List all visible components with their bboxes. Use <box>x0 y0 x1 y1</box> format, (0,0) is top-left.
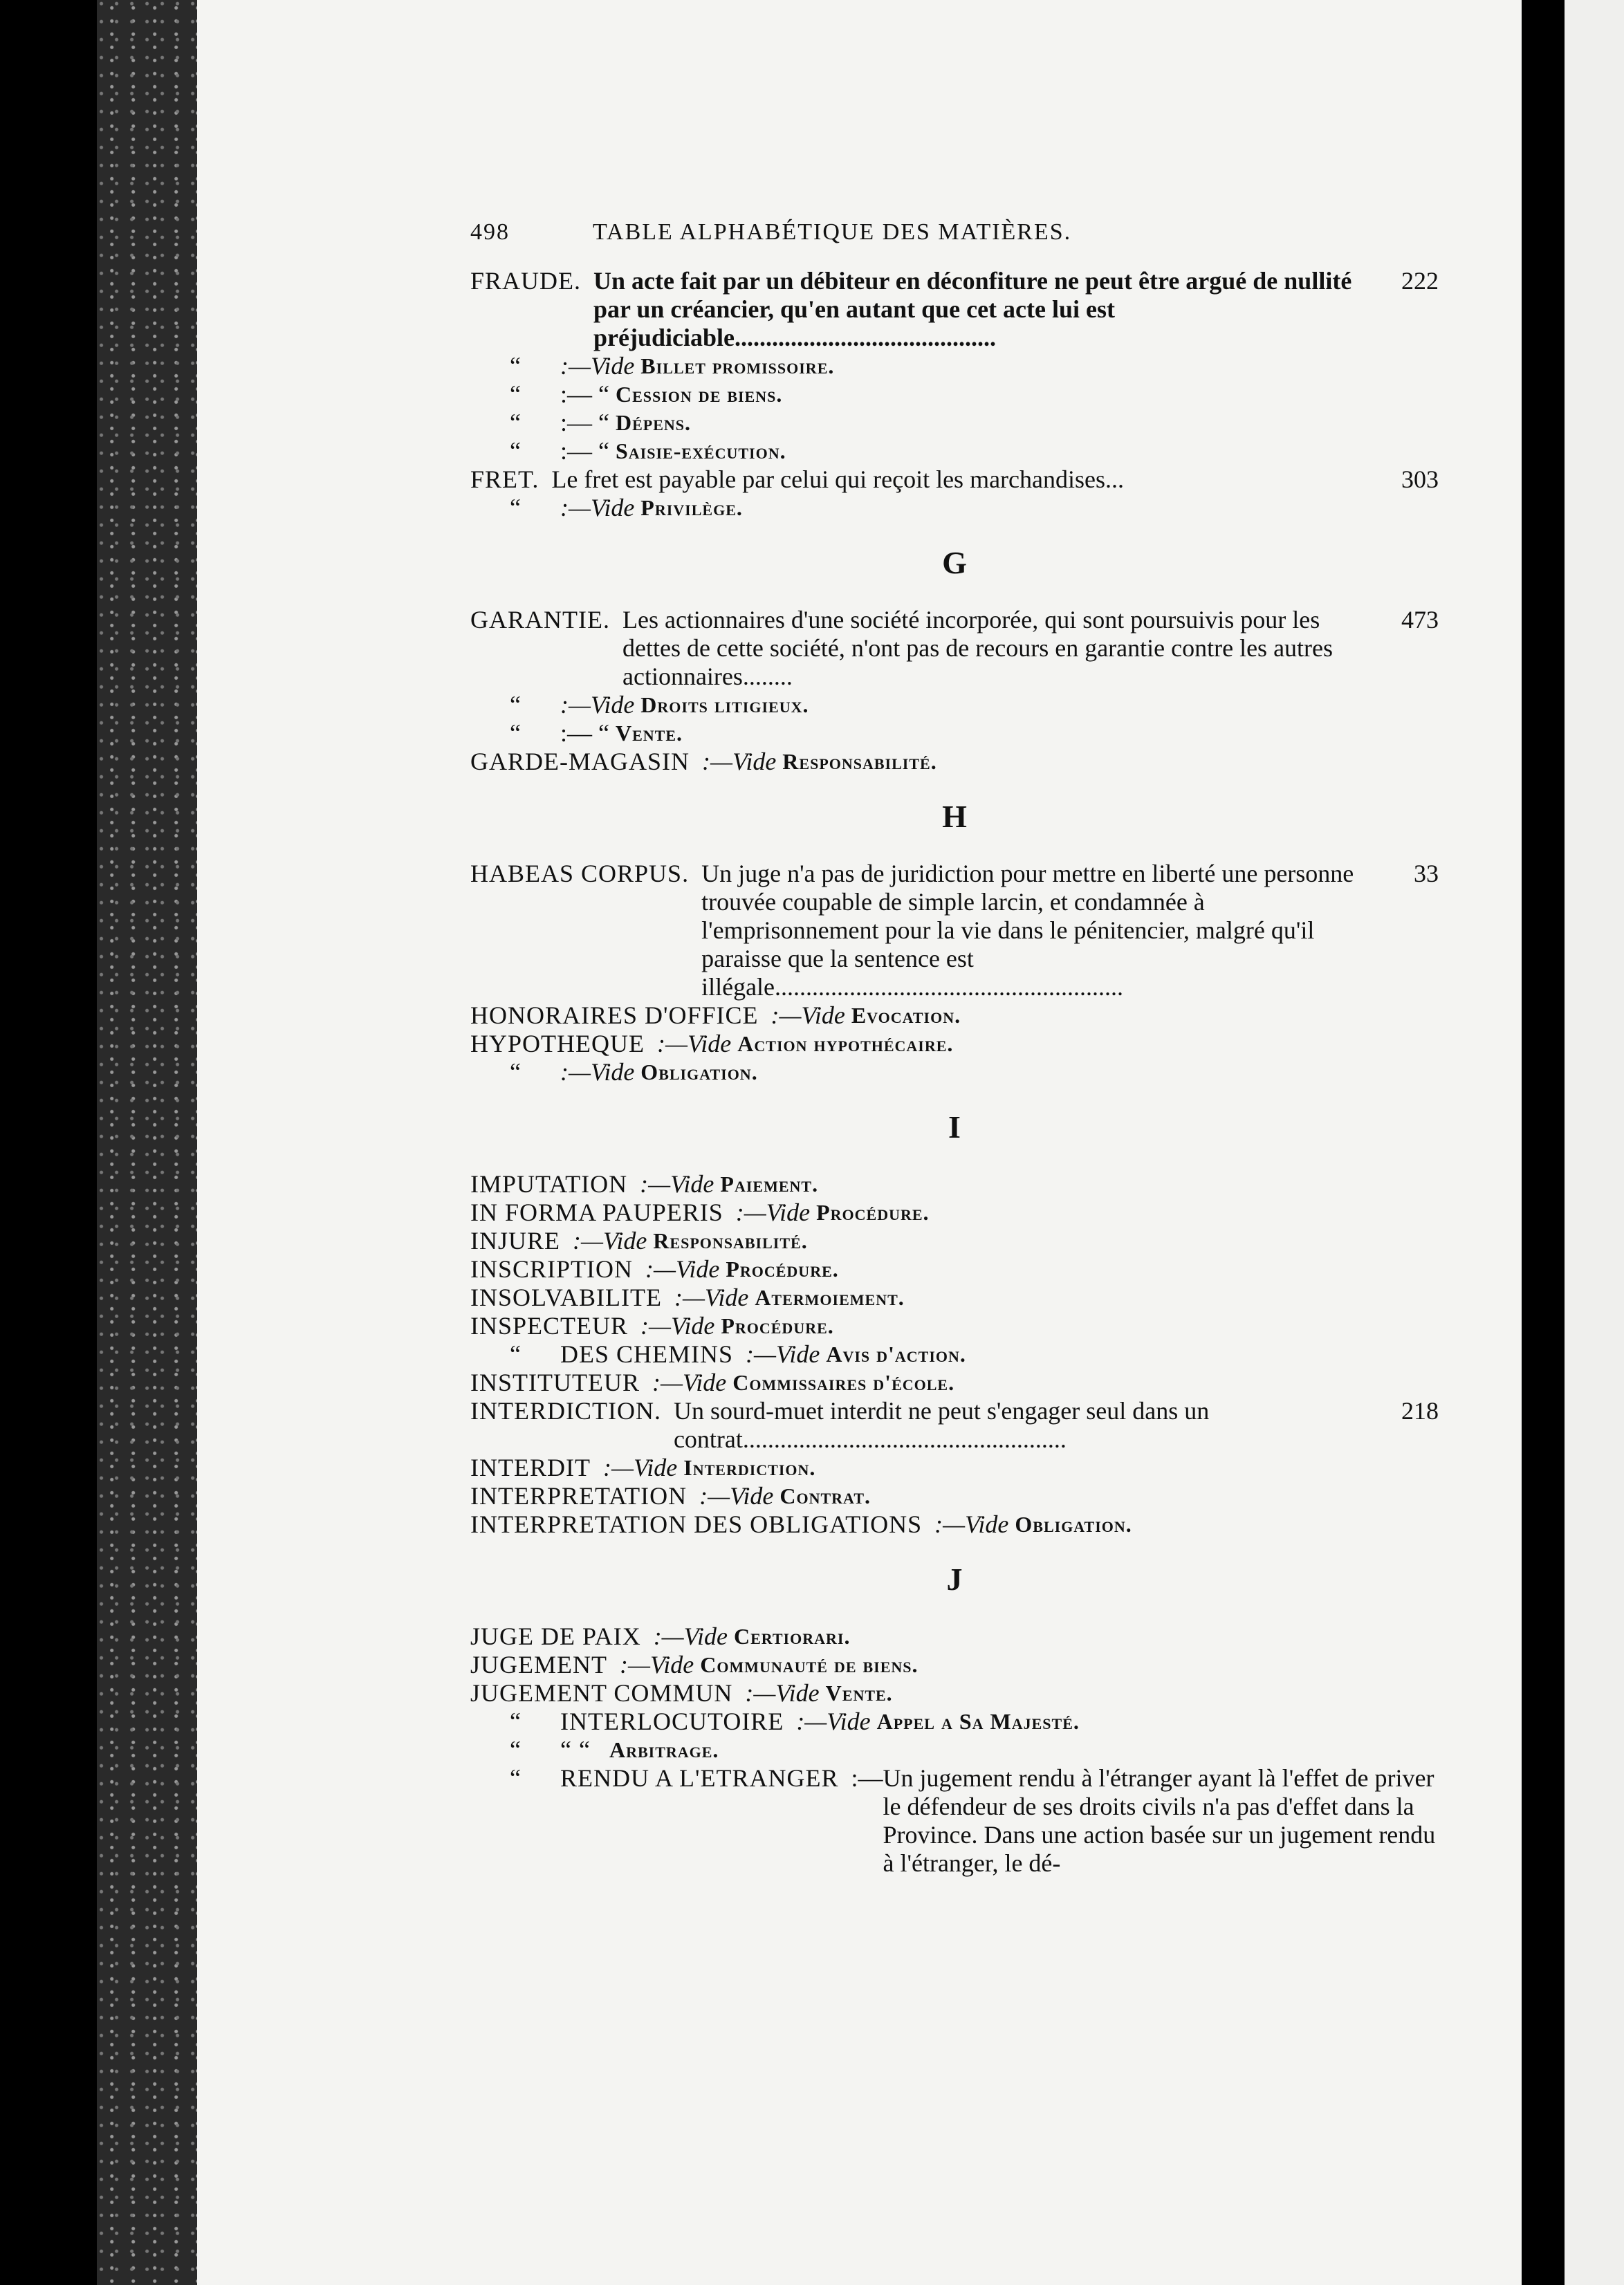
book-binding-edge <box>97 0 201 2285</box>
index-entry: INTERPRETATION DES OBLIGATIONS :—Vide Obligation. <box>470 1510 1132 1538</box>
index-entry: “ :—Vide Obligation. <box>510 1058 758 1086</box>
index-entry: INSOLVABILITE :—Vide Atermoiement. <box>470 1284 905 1311</box>
index-entry: “ DES CHEMINS :—Vide Avis d'action. <box>510 1340 966 1368</box>
index-entry: IMPUTATION :—Vide Paiement. <box>470 1170 819 1198</box>
section-letter: H <box>942 799 967 834</box>
index-entry: FRAUDE. Un acte fait par un débiteur en déconfiture ne peut être argué de nullité par un créancier, qu'en autant que cet acte lui est préjudiciable.......................................... 222 <box>470 267 1439 351</box>
index-entry: JUGEMENT COMMUN :—Vide Vente. <box>470 1679 893 1707</box>
index-entry: INSTITUTEUR :—Vide Commissaires d'école. <box>470 1369 955 1396</box>
index-entry: HONORAIRES D'OFFICE :—Vide Evocation. <box>470 1001 961 1029</box>
section-letter: G <box>942 545 967 580</box>
running-head <box>470 218 1439 246</box>
index-entry: INTERPRETATION :—Vide Contrat. <box>470 1482 871 1510</box>
index-entry: HABEAS CORPUS. Un juge n'a pas de juridiction pour mettre en liberté une personne trouvée coupable de simple larcin, et condamnée à l'emprisonnement pour la vie dans le pénitencier, malgré qu'il paraisse que la sentence est illégale........................................................ 33 <box>470 860 1439 1001</box>
index-entry: IN FORMA PAUPERIS :—Vide Procédure. <box>470 1199 930 1226</box>
index-entry: “ :— “ Dépens. <box>510 409 692 436</box>
index-entry: “ :—Vide Droits litigieux. <box>510 691 809 719</box>
index-entry: INTERDICTION. Un sourd-muet interdit ne peut s'engager seul dans un contrat.................................................... 218 <box>470 1397 1439 1453</box>
index-entry: INTERDIT :—Vide Interdiction. <box>470 1454 816 1481</box>
section-letter: I <box>948 1109 961 1145</box>
index-entry: FRET. Le fret est payable par celui qui reçoit les marchandises... 303 <box>470 465 1439 493</box>
index-entry: JUGE DE PAIX :—Vide Certiorari. <box>470 1622 851 1650</box>
index-entry: “ :—Vide Privilège. <box>510 494 743 521</box>
index-entry: “ :— “ Saisie-exécution. <box>510 437 786 465</box>
index-entry: “ RENDU A L'ETRANGER :— Un jugement rendu à l'étranger ayant là l'effet de priver le défendeur de ses droits civils n'a pas d'effet dans la Province. Dans une action basée sur un jugement rendu à l'étranger, le dé- <box>510 1764 1436 1877</box>
index-entry: HYPOTHEQUE :—Vide Action hypothécaire. <box>470 1030 954 1057</box>
page-number: 498 <box>470 219 510 245</box>
index-entry: GARDE-MAGASIN :—Vide Responsabilité. <box>470 748 937 775</box>
index-entry: “ INTERLOCUTOIRE :—Vide Appel a Sa Majesté. <box>510 1708 1080 1735</box>
index-entry: “ “ “ Arbitrage. <box>510 1736 719 1764</box>
index-entry: GARANTIE. Les actionnaires d'une société incorporée, qui sont poursuivis pour les dettes de cette société, n'ont pas de recours en garantie contre les autres actionnaires........ 473 <box>470 606 1439 690</box>
index-entry: JUGEMENT :—Vide Communauté de biens. <box>470 1651 919 1678</box>
index-content <box>470 218 1439 1878</box>
section-letter: J <box>946 1562 963 1597</box>
index-entry: INSCRIPTION :—Vide Procédure. <box>470 1255 839 1283</box>
index-entry: INSPECTEUR :—Vide Procédure. <box>470 1312 834 1340</box>
index-entry: INJURE :—Vide Responsabilité. <box>470 1227 808 1255</box>
index-entry: “ :— “ Cession de biens. <box>510 380 783 408</box>
running-title: TABLE ALPHABÉTIQUE DES MATIÈRES. <box>593 219 1072 245</box>
index-entry: “ :— “ Vente. <box>510 719 683 747</box>
index-entry: “ :—Vide Billet promissoire. <box>510 352 835 380</box>
facing-page-edge <box>1565 0 1624 2285</box>
